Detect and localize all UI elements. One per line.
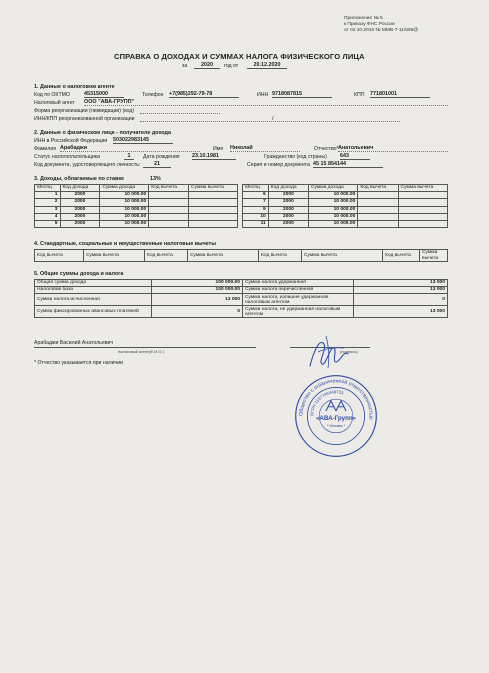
cell-income-sum: 10 000.00 bbox=[308, 192, 357, 199]
col-income-code: Код дохода bbox=[60, 185, 100, 192]
tax-calc-label: Сумма налога исчисленная bbox=[35, 294, 152, 306]
income-table-header bbox=[35, 185, 238, 192]
appendix-line-3: от 02.10.2018 № ММВ-7-11/566@ bbox=[344, 28, 419, 33]
cell-income-code: 2000 bbox=[60, 206, 100, 213]
cell-income-sum: 10 000.00 bbox=[308, 199, 357, 206]
doc-series-value: 45 15 854144 bbox=[313, 161, 383, 168]
excess-label: Сумма налога, излишне удержанная налоговым агентом bbox=[243, 294, 354, 306]
cell-deduction-sum bbox=[189, 192, 238, 199]
cell-month: 3 bbox=[35, 206, 61, 213]
cell-deduction-sum bbox=[398, 220, 447, 227]
cell-income-sum: 10 000.00 bbox=[308, 220, 357, 227]
handwritten-signature bbox=[304, 332, 352, 374]
signer-name: Арабаджи Василий Анатольевич bbox=[34, 340, 114, 346]
status-value: 1 bbox=[124, 153, 134, 160]
cell-deduction-sum bbox=[398, 206, 447, 213]
col-deduction-code: Код вычета bbox=[358, 185, 398, 192]
status-label: Статус налогоплательщика bbox=[34, 154, 101, 160]
cell-deduction-code bbox=[149, 213, 189, 220]
fixed-value: 0 bbox=[152, 306, 243, 318]
table-row bbox=[243, 199, 448, 206]
section-3-title: 3. Доходы, облагаемые по ставке bbox=[34, 176, 125, 182]
tax-base-value: 100 000.00 bbox=[152, 287, 243, 294]
patronymic-value: Анатольевич bbox=[338, 145, 448, 152]
reorg-inn-label: ИНН/КПП реорганизованной организации bbox=[34, 116, 135, 122]
cell-income-code: 2000 bbox=[60, 220, 100, 227]
phone-value: +7(985)292-79-78 bbox=[169, 91, 239, 98]
cell-month: 1 bbox=[35, 192, 61, 199]
birth-label: Дата рождения bbox=[143, 154, 180, 160]
name-value: Николай bbox=[230, 145, 300, 152]
table-row bbox=[35, 199, 238, 206]
excess-value: 0 bbox=[354, 294, 448, 306]
cell-income-code: 2000 bbox=[60, 213, 100, 220]
tax-base-label: Налоговая база bbox=[35, 287, 152, 294]
cell-income-code: 2000 bbox=[268, 206, 308, 213]
stamp-center-text: «АВА-Групп» bbox=[315, 415, 357, 423]
table-row bbox=[243, 192, 448, 199]
tax-calc-value: 13 000 bbox=[152, 294, 243, 306]
table-row bbox=[243, 213, 448, 220]
oktmo-value: 45315000 bbox=[84, 91, 124, 98]
table-row bbox=[243, 220, 448, 227]
section-4-title: 4. Стандартные, социальные и имущественные налоговые вычеты bbox=[34, 241, 216, 247]
cell-income-sum: 10 000.00 bbox=[100, 206, 149, 213]
stamp-ring-text: Общество с ограниченной ответственностью bbox=[298, 378, 374, 420]
stamp-city: * Москва * bbox=[326, 423, 346, 428]
total-income-label: Общая сумма дохода bbox=[35, 280, 152, 287]
col-month: Месяц bbox=[243, 185, 269, 192]
phone-label: Телефон bbox=[142, 92, 164, 98]
agent-name-value: ООО "АВА-ГРУПП" bbox=[84, 99, 448, 106]
cell-deduction-code bbox=[358, 213, 398, 220]
cell-income-sum: 10 000.00 bbox=[100, 220, 149, 227]
cell-deduction-code bbox=[358, 206, 398, 213]
fixed-label: Сумма фиксированных авансовых платежей bbox=[35, 306, 152, 318]
doc-series-label: Серия и номер документа bbox=[247, 162, 310, 168]
col-income-sum: Сумма дохода bbox=[100, 185, 149, 192]
cell-income-sum: 10 000.00 bbox=[100, 213, 149, 220]
totals-row bbox=[35, 306, 448, 318]
kpp-value: 771801001 bbox=[370, 91, 430, 98]
surname-label: Фамилия bbox=[34, 146, 57, 152]
birth-value: 23.10.1981 bbox=[192, 153, 236, 160]
citizenship-value: 643 bbox=[340, 153, 370, 160]
col-deduction-code: Код вычета bbox=[149, 185, 189, 192]
stamp-logo-icon bbox=[326, 401, 346, 411]
cell-month: 5 bbox=[35, 220, 61, 227]
cell-month: 6 bbox=[243, 192, 269, 199]
withheld-value: 13 000 bbox=[354, 280, 448, 287]
income-table-left bbox=[34, 184, 238, 228]
oktmo-label: Код по ОКТМО bbox=[34, 92, 70, 98]
cell-month: 7 bbox=[243, 199, 269, 206]
totals-row bbox=[35, 294, 448, 306]
appendix-line-2: к Приказу ФНС России bbox=[344, 22, 395, 27]
totals-table bbox=[34, 279, 448, 318]
deductions-header-row bbox=[35, 250, 448, 262]
table-row bbox=[35, 220, 238, 227]
col-income-code: Код дохода bbox=[268, 185, 308, 192]
cell-deduction-code bbox=[149, 192, 189, 199]
reorg-form-label: Форма реорганизации (ликвидации) (код) bbox=[34, 108, 135, 114]
deduction-code-4: Код вычета bbox=[383, 250, 420, 262]
cell-income-code: 2000 bbox=[60, 199, 100, 206]
cell-income-sum: 10 000.00 bbox=[100, 192, 149, 199]
document-title: СПРАВКА О ДОХОДАХ И СУММАХ НАЛОГА ФИЗИЧЕСКОГО ЛИЦА bbox=[114, 52, 365, 61]
reorg-inn-separator: / bbox=[272, 116, 274, 122]
cell-deduction-sum bbox=[398, 199, 447, 206]
deduction-code-2: Код вычета bbox=[145, 250, 188, 262]
cell-deduction-sum bbox=[398, 213, 447, 220]
transferred-value: 13 000 bbox=[354, 287, 448, 294]
cell-income-code: 2000 bbox=[268, 220, 308, 227]
appendix-header bbox=[344, 16, 418, 34]
agent-name-label: Налоговый агент bbox=[34, 100, 75, 106]
period-za: за bbox=[182, 63, 188, 69]
kpp-label: КПП bbox=[354, 92, 365, 98]
deduction-sum-2: Сумма вычета bbox=[188, 250, 259, 262]
cell-income-sum: 10 000.00 bbox=[100, 199, 149, 206]
company-stamp bbox=[294, 374, 378, 458]
cell-deduction-code bbox=[358, 220, 398, 227]
col-income-sum: Сумма дохода bbox=[308, 185, 357, 192]
total-income-value: 100 000.00 bbox=[152, 280, 243, 287]
cell-deduction-code bbox=[358, 192, 398, 199]
signer-caption: налоговый агент(Ф.И.О.) bbox=[118, 349, 164, 354]
deduction-code-1: Код вычета bbox=[35, 250, 84, 262]
table-row bbox=[35, 206, 238, 213]
totals-row bbox=[35, 287, 448, 294]
person-inn-label: ИНН в Российской Федерации bbox=[34, 138, 108, 144]
period-year: 2020 bbox=[194, 62, 220, 69]
cell-deduction-sum bbox=[189, 220, 238, 227]
cell-deduction-code bbox=[149, 199, 189, 206]
withheld-label: Сумма налога удержанная bbox=[243, 280, 354, 287]
cell-deduction-code bbox=[358, 199, 398, 206]
income-rate: 13% bbox=[150, 176, 161, 182]
not-withheld-value: 13 000 bbox=[354, 306, 448, 318]
signature-caption: (подпись) bbox=[340, 349, 358, 354]
doc-code-value: 21 bbox=[143, 161, 171, 168]
section-1-title: 1. Данные о налоговом агенте bbox=[34, 84, 115, 90]
deduction-sum-4: Сумма вычета bbox=[420, 250, 448, 262]
cell-income-code: 2000 bbox=[268, 213, 308, 220]
cell-deduction-sum bbox=[189, 206, 238, 213]
deductions-table bbox=[34, 249, 448, 262]
cell-income-code: 2000 bbox=[268, 192, 308, 199]
cell-deduction-code bbox=[149, 220, 189, 227]
cell-deduction-sum bbox=[398, 192, 447, 199]
section-2-title: 2. Данные о физическом лице - получателе дохода bbox=[34, 130, 171, 136]
col-deduction-sum: Сумма вычета bbox=[398, 185, 447, 192]
name-label: Имя bbox=[213, 146, 224, 152]
footnote: * Отчество указывается при наличии bbox=[34, 360, 124, 366]
deduction-code-3: Код вычета bbox=[259, 250, 302, 262]
signer-name-line bbox=[34, 347, 256, 348]
cell-deduction-code bbox=[149, 206, 189, 213]
table-row bbox=[35, 213, 238, 220]
cell-month: 4 bbox=[35, 213, 61, 220]
col-month: Месяц bbox=[35, 185, 61, 192]
table-row bbox=[243, 206, 448, 213]
reorg-inn-field bbox=[140, 120, 400, 122]
not-withheld-label: Сумма налога, не удержанная налоговым агентом bbox=[243, 306, 354, 318]
surname-value: Арабаджи bbox=[60, 145, 200, 152]
citizenship-label: Гражданство (код страны) bbox=[264, 154, 327, 160]
stamp-ogrn: ОГРН 1157746949733 bbox=[309, 389, 345, 417]
section-5-title: 5. Общие суммы дохода и налога bbox=[34, 271, 124, 277]
reorg-form-field bbox=[140, 112, 220, 114]
agent-inn-label: ИНН bbox=[257, 92, 269, 98]
income-table-header bbox=[243, 185, 448, 192]
cell-month: 11 bbox=[243, 220, 269, 227]
period-god-ot: год от bbox=[224, 63, 239, 69]
cell-deduction-sum bbox=[189, 213, 238, 220]
cell-month: 10 bbox=[243, 213, 269, 220]
transferred-label: Сумма налога перечисленная bbox=[243, 287, 354, 294]
table-row bbox=[35, 192, 238, 199]
cell-income-sum: 10 000.00 bbox=[308, 206, 357, 213]
income-table-right bbox=[242, 184, 448, 228]
person-inn-value: 503022983145 bbox=[113, 137, 173, 144]
deduction-sum-1: Сумма вычета bbox=[84, 250, 145, 262]
cell-deduction-sum bbox=[189, 199, 238, 206]
cell-income-code: 2000 bbox=[60, 192, 100, 199]
doc-code-label: Код документа, удостоверяющего личность: bbox=[34, 162, 141, 168]
cell-month: 2 bbox=[35, 199, 61, 206]
deduction-sum-3: Сумма вычета bbox=[302, 250, 383, 262]
cell-month: 9 bbox=[243, 206, 269, 213]
agent-inn-value: 9718087815 bbox=[272, 91, 332, 98]
period-date: 20.12.2020 bbox=[247, 62, 287, 69]
cell-income-sum: 10 000.00 bbox=[308, 213, 357, 220]
appendix-line-1: Приложение № 5 bbox=[344, 16, 383, 21]
patronymic-label: Отчество* bbox=[314, 146, 339, 152]
cell-income-code: 2000 bbox=[268, 199, 308, 206]
totals-row bbox=[35, 280, 448, 287]
col-deduction-sum: Сумма вычета bbox=[189, 185, 238, 192]
